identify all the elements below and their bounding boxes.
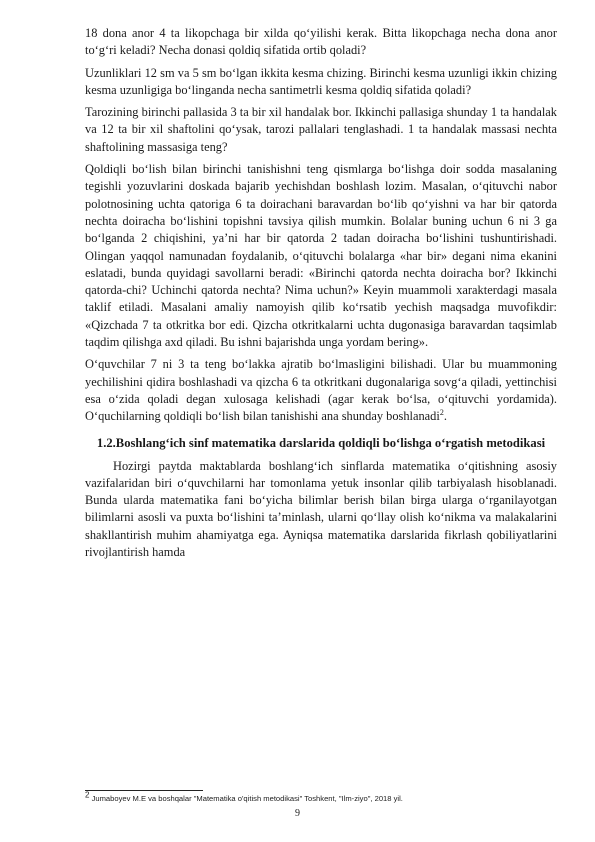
paragraph-section-intro: Hozirgi paytda maktablarda boshlang‘ich sinflarda matematika o‘qitishning asosiy vazifalaridan biri o‘quvchilarni har tomonlama yetuk insonlar qilib tarbiyalash hisoblanadi. Bunda ularda matematika fani bo‘yicha bilimlar berish bilan birga ularga o‘rganilayotgan bilimlarni asosli va puxta bo‘lishini ta’minlash, ularni qo‘llay olish ko‘nikma va malakalarini shakllantirish muhim ahamiyatga ega. Ayniqsa matematika darslarida fikrlash qobiliyatlarini rivojlantirish hamda [85, 458, 557, 560]
document-body [85, 25, 557, 566]
section-heading: 1.2.Boshlang‘ich sinf matematika darslarida qoldiqli bo‘lishga o‘rgatish metodikasi [96, 435, 546, 450]
footnote-number: 2 [85, 790, 90, 800]
footnote [85, 790, 557, 804]
footnote-divider [85, 790, 203, 791]
paragraph-kesma-problem: Uzunliklari 12 sm va 5 sm bo‘lgan ikkita kesma chizing. Birinchi kesma uzunligi ikkin chizing kesma uzunligiga bo‘linganda necha santimetrli kesma qoldiq sifatida qoladi? [85, 65, 557, 97]
paragraph-anor-problem: 18 dona anor 4 ta likopchaga bir xilda qo‘yilishi kerak. Bitta likopchaga necha dona anor to‘g‘ri keladi? Necha donasi qoldiq sifatida ortib qoladi? [85, 26, 557, 58]
footnote-reference[interactable]: 2 [439, 408, 444, 418]
paragraph-oquvchilar-conclusion: O‘quvchilar 7 ni 3 ta teng bo‘lakka ajratib bo‘lmasligini bilishadi. Ular bu muammoning yechilishini qidira boshlashadi va qizcha 6 ta otkritkani dugonalariga sovg‘a qiladi, yettinchisi esa o‘zida qoladi degan xulosaga kelishadi (agar kerak bo‘lsa, o‘qituvchi yordamida). O‘quchilarning qoldiqli bo‘lish bilan tanishishi ana shunday boshlanadi$^2$. [85, 357, 557, 424]
footnote-text: Jumaboyev M.E va boshqalar "Matematika o'qitish metodikasi" Toshkent, "Ilm-ziyo", 2018 yil. [89, 794, 403, 803]
paragraph-tarozi-problem: Tarozining birinchi pallasida 3 ta bir xil handalak bor. Ikkinchi pallasiga shunday 1 ta handalak va 12 ta bir xil shaftolini qo‘ysak, tarozi pallalari tenglashadi. 1 ta handalak massasi nechta shaftolining massasiga teng? [85, 105, 557, 154]
page-number: 9 [295, 808, 300, 819]
paragraph-text: O‘quvchilar 7 ni 3 ta teng bo‘lakka ajratib bo‘lmasligini bilishadi. Ular bu muammoning yechilishini qidira boshlashadi va qizcha 6 ta otkritkani dugonalariga sovg‘a qiladi, yettinchisi esa o‘zida qoladi degan xulosaga kelishadi (agar kerak bo‘lsa, o‘qituvchi yordamida). O‘quchilarning qoldiqli bo‘lish bilan tanishishi ana shunday boshlanadi [85, 357, 557, 424]
paragraph-qoldiqli-bolish-intro: Qoldiqli bo‘lish bilan birinchi tanishishni teng qismlarga bo‘lishga doir sodda masalaning tegishli yozuvlarini doskada bajarib yechishdan boshlash lozim. Masalan, o‘qituvchi nabor polotnosining uchta qatoriga 6 ta doirachani baravardan bo‘lib qo‘yishni va har bir qatorda nechta doiracha bo‘lishini topishni tavsiya qilish mumkin. Bolalar buning uchun 6 ni 3 ga bo‘lganda 2 chiqishini, ya’ni har bir qatorda 2 tadan doiracha bo‘lishini tushuntirishadi. Olingan yaqqol namunadan foydalanib, o‘qituvchi bolalarga «har bir» degani nima ekanini eslatadi, bunda quyidagi savollarni beradi: «Birinchi qatorda nechta doiracha bor? Ikkinchi qatorda-chi? Uchinchi qatorda nechta? Nima uchun?» Keyin muammoli xarakterdagi masala taklif etiladi. Masalani amaliy namoyish qilib ko‘rsatib yechish maqsadga muvofikdir: «Qizchada 7 ta otkritka bor edi. Qizcha otkritkalarni uchta dugonasiga baravardan taqsimlab taqdim qilishga axd qiladi. Bu ishni bajarishda unga yordam bering». [85, 162, 557, 350]
